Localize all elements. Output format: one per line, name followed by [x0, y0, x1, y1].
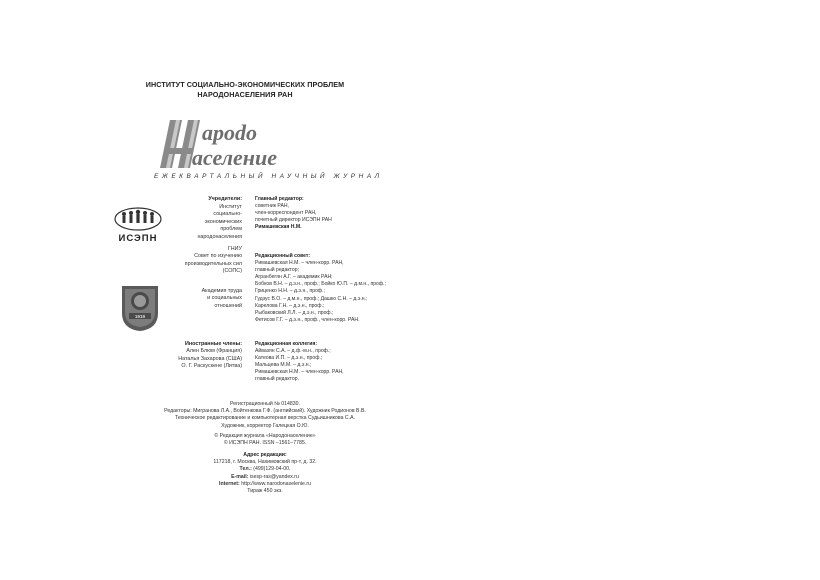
council-line: Фетисов Г.Г. – д.э.н., проф., член-корр. РАН. [255, 316, 360, 323]
council-line: Гриценко Н.Н. – д.э.н., проф.; [255, 288, 325, 295]
academy-seal-icon [119, 283, 161, 333]
founder-org-1-line: Институт [219, 204, 242, 210]
address-email [100, 474, 430, 481]
council-line: главный редактор; [255, 267, 299, 274]
journal-logo [156, 118, 326, 170]
seal-text: 1919 [134, 314, 146, 319]
copyright-block [100, 433, 430, 447]
isepn-logo-text: ИСЭПН [118, 233, 158, 244]
journal-subtitle: ЕЖЕКВАРТАЛЬНЫЙ НАУЧНЫЙ ЖУРНАЛ [154, 173, 383, 180]
board-line: Римашевская Н.М. – член-корр. РАН, [255, 369, 344, 376]
board-line: Айвазян С.А. – д.ф.-м.н., проф.; [255, 348, 331, 355]
address-heading: Адрес редакции: [243, 452, 287, 458]
editor-line: член-корреспондент РАН, [255, 210, 317, 217]
founder-org-3-line: отношений [214, 302, 242, 309]
founder-org-2-line: ГНИУ [227, 246, 242, 252]
founder-org-3-line: и социальных [207, 295, 242, 302]
founder-org-2-line: Совет по изучению [194, 253, 242, 260]
imprint-line: Регистрационный № 014830. [230, 401, 300, 407]
address-internet [100, 481, 430, 488]
institute-title [120, 80, 370, 100]
editor-line: советник РАН, [255, 203, 289, 210]
board-line: Мальцева М.М. – д.э.н.; [255, 362, 312, 369]
board-line: Катеова И.П. – д.э.н., проф.; [255, 355, 323, 362]
council-heading: Редакционный совет: [255, 253, 311, 259]
council-line: Агранбегян А.Г. – академик РАН; [255, 274, 333, 281]
email-label: E-mail: [231, 473, 249, 480]
editorial-council-block [255, 253, 405, 324]
address-street: 117218, г. Москва, Нахимовский пр-т, д. 32. [213, 459, 317, 466]
founder-org-1-line: экономических [204, 218, 242, 225]
imprint-block [100, 401, 430, 430]
board-line: главный редактор. [255, 376, 299, 383]
council-line: Карелова Г.Н. – д.э.н., проф.; [255, 302, 325, 309]
circulation: Тираж 450 экз. [247, 488, 283, 495]
council-line: Рыбаковский Л.Л. – д.э.н., проф.; [255, 309, 334, 316]
founder-org-1-line: народонаселения [197, 233, 242, 240]
institute-line-2: НАРОДОНАСЕЛЕНИЯ РАН [197, 90, 293, 99]
editor-line: почетный директор ИСЭПН РАН [255, 217, 332, 224]
imprint-line: Техническое редактирование и компьютерная верстка Судьишникова С.А. [174, 415, 356, 422]
institute-line-1: ИНСТИТУТ СОЦИАЛЬНО-ЭКОНОМИЧЕСКИХ ПРОБЛЕМ [145, 80, 345, 89]
foreign-members-block [140, 341, 242, 371]
copyright-line: © ИСЭПН РАН. ISSN –1561–7785. [223, 440, 307, 447]
founder-org-3 [172, 288, 242, 310]
founders-heading: Учредители: [208, 196, 242, 202]
internet-label: Internet: [219, 480, 240, 487]
founder-org-2-line: производительных сил [184, 260, 242, 267]
founder-org-1-line: социально- [213, 211, 242, 218]
editor-in-chief-block [255, 196, 405, 231]
logo-line-1: арodo [202, 120, 257, 145]
editorial-board-block [255, 341, 405, 384]
board-heading: Редакционная коллегия: [255, 341, 318, 347]
logo-line-2: аселение [192, 145, 277, 170]
foreign-member: О. Г. Раскускене (Литва) [181, 363, 242, 370]
founder-org-3-line: Академия труда [201, 288, 242, 294]
editor-heading: Главный редактор: [255, 196, 304, 202]
founder-org-1 [180, 204, 242, 241]
foreign-heading: Иностранные члены: [184, 341, 242, 347]
council-line: Римашевская Н.М. – член-корр. РАН, [255, 260, 344, 267]
founder-org-1-line: проблем [220, 226, 242, 233]
foreign-member: Наталья Захарова (США) [178, 355, 242, 362]
internet-value: http://www.narodonaselenie.ru [241, 480, 311, 487]
copyright-line: © Редакция журнала «Народонаселение» [214, 433, 316, 439]
editor-name: Римашевская Н.М. [255, 224, 302, 231]
tel-label: Тел.: [239, 466, 252, 473]
address-block [100, 452, 430, 495]
foreign-member: Ален Блюм (Франция) [186, 348, 242, 355]
isepn-logo [112, 205, 164, 245]
address-tel [100, 466, 430, 473]
email-value: isesp-ras@yandex.ru [249, 473, 299, 480]
founder-org-2-line: (СОПС) [222, 268, 242, 275]
imprint-line: Редакторы: Мигранова Л.А., Войтенкова Г.Ф. (английский). Художник Родионов В.В. [164, 408, 366, 415]
council-line: Гудзус В.О. – д.м.н., проф.; Дашко С.Н. – д.э.н.; [255, 295, 368, 302]
tel-value: (499)129-04-00. [253, 466, 291, 473]
imprint-line: Художник, корректор Галецкая О.Ю. [221, 422, 309, 429]
council-line: Бобков В.Н. – д.э.н., проф.; Бойко Ю.П. – д.м.н., проф.; [255, 281, 386, 288]
founder-org-2 [160, 246, 242, 276]
